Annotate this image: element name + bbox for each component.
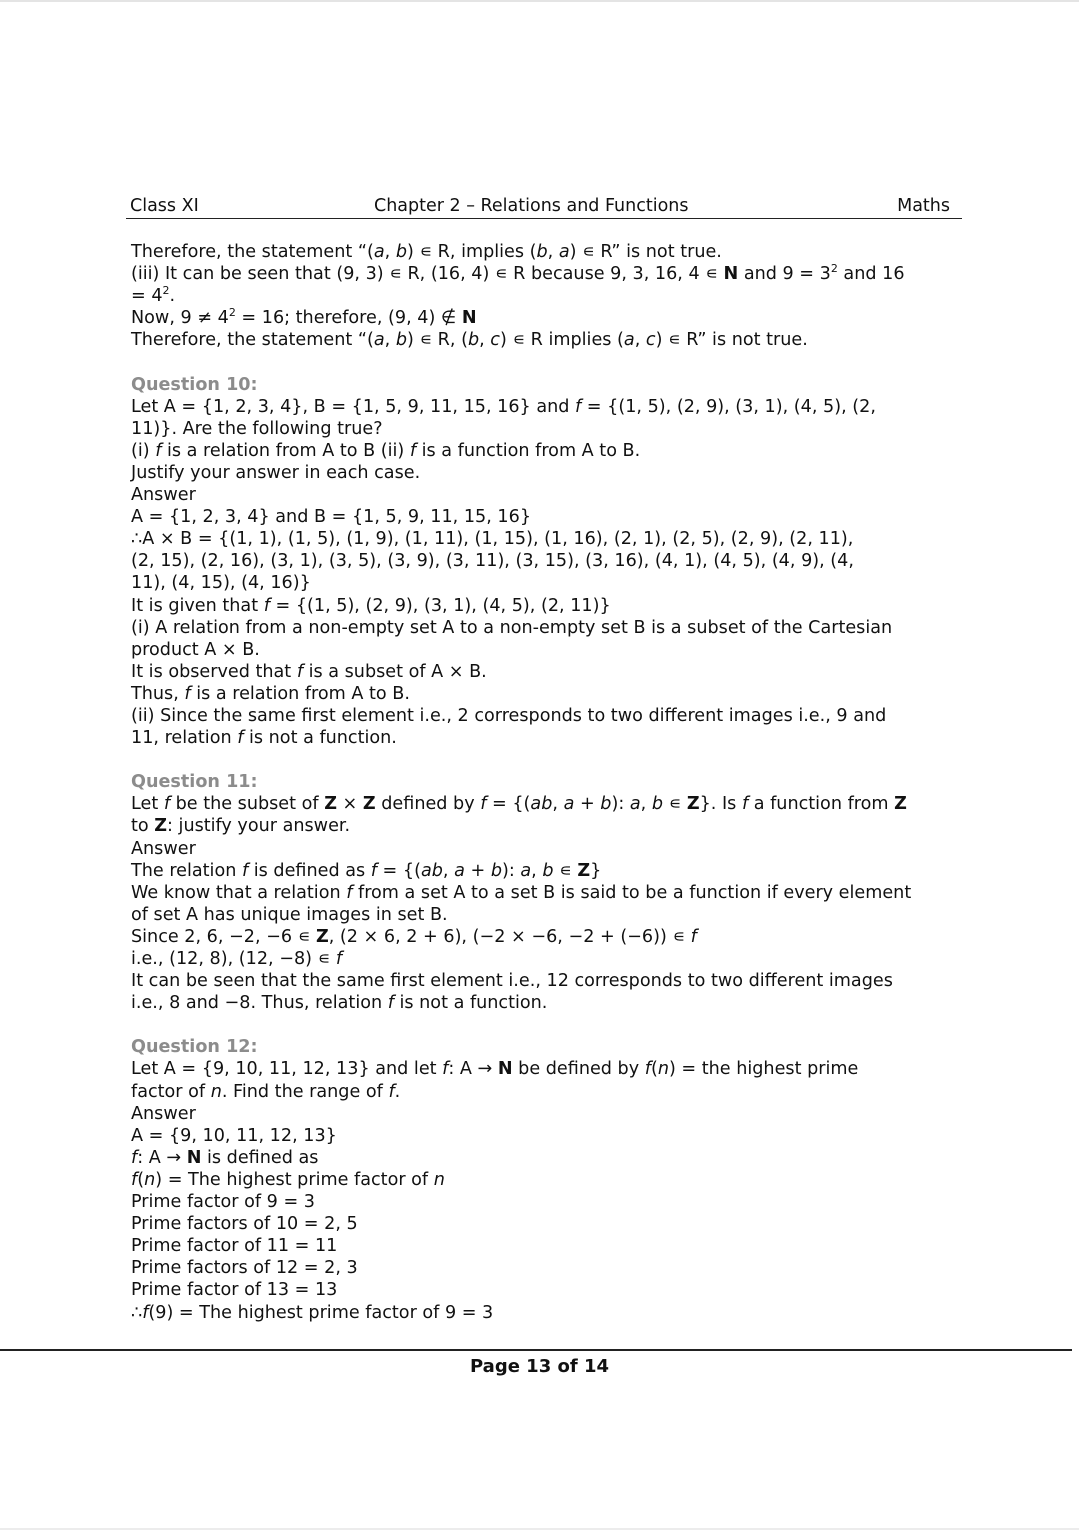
text-line: i.e., 8 and −8. Thus, relation f is not a function. [131,993,548,1014]
text-line: i.e., (12, 8), (12, −8) ∊ f [131,949,343,969]
text-line: Prime factor of 9 = 3 [131,1192,315,1213]
text-line: Prime factors of 12 = 2, 3 [131,1258,358,1279]
question-12-title: Question 12: [131,1037,258,1058]
text-line: Therefore, the statement “(a, b) ∊ R, implies (b, a) ∊ R” is not true. [131,242,722,262]
answer-label: Answer [131,838,196,859]
text-line: Let A = {9, 10, 11, 12, 13} and let f: A → N be defined by f(n) = the highest prime [131,1059,859,1080]
text-line: Now, $9 \ne 4^2 = 16$; therefore, (9, 4) ∉ N [131,306,477,329]
text-line: Thus, f is a relation from A to B. [131,683,410,704]
answer-label: Answer [131,485,196,506]
text-line: We know that a relation f from a set A to a set B is said to be a function if every element [131,882,912,903]
text-line: ∴f(9) = The highest prime factor of 9 = 3 [131,1302,494,1323]
footer-divider [0,1349,1072,1351]
text-line: Since 2, 6, −2, −6 ∊ Z, (2 × 6, 2 + 6), (−2 × −6, −2 + (−6)) ∊ f [131,926,697,947]
text-line: (ii) Since the same first element i.e., 2 corresponds to two different images i.e., 9 and [131,705,887,726]
text-line: 11)}. Are the following true? [131,418,383,439]
text-line: ∴A × B = {(1, 1), (1, 5), (1, 9), (1, 11), (1, 15), (1, 16), (2, 1), (2, 5), (2, 9), (2, 11), [131,529,854,550]
text-line: 11, relation f is not a function. [131,728,397,749]
text-line: (iii) It can be seen that (9, 3) ∊ R, (16, 4) ∊ R because 9, 3, 16, 4 ∊ N and $9 = 3^2$ and 16 [131,262,905,285]
text-line: factor of n. Find the range of f. [131,1081,401,1102]
text-line: to Z: justify your answer. [131,816,351,837]
text-line: Prime factor of 11 = 11 [131,1236,338,1257]
text-line: (i) f is a relation from A to B (ii) f is a function from A to B. [131,440,641,461]
page-content [131,241,961,1324]
text-line: Let A = {1, 2, 3, 4}, B = {1, 5, 9, 11, 15, 16} and f = {(1, 5), (2, 9), (3, 1), (4, 5), (2, [131,396,876,417]
page-header [126,196,962,219]
question-10-title: Question 10: [131,374,258,395]
header-subject: Maths [897,196,950,216]
page-number: Page 13 of 14 [469,1356,610,1377]
text-line: f(n) = The highest prime factor of n [131,1169,445,1190]
text-line: f: A → N is defined as [131,1147,319,1168]
text-line: Justify your answer in each case. [131,462,421,483]
text-line: It is observed that f is a subset of A × B. [131,661,487,682]
text-line: It can be seen that the same first element i.e., 12 corresponds to two different images [131,971,893,992]
header-class: Class XI [130,196,199,216]
text-line: 11), (4, 15), (4, 16)} [131,573,311,594]
answer-label: Answer [131,1103,196,1124]
header-chapter: Chapter 2 – Relations and Functions [374,196,689,216]
text-line: Let f be the subset of Z × Z defined by f = {(ab, a + b): a, b ∊ Z}. Is f a function from Z [131,794,907,815]
text-line: The relation f is defined as f = {(ab, a + b): a, b ∊ Z} [131,860,602,881]
page-bottom-border [0,1528,1079,1530]
text-line: product A × B. [131,639,260,660]
text-line: Therefore, the statement “(a, b) ∊ R, (b, c) ∊ R implies (a, c) ∊ R” is not true. [131,330,808,351]
text-line: Prime factor of 13 = 13 [131,1280,338,1301]
question-11-title: Question 11: [131,772,258,793]
text-line: It is given that f = {(1, 5), (2, 9), (3, 1), (4, 5), (2, 11)} [131,595,611,616]
text-line: A = {9, 10, 11, 12, 13} [131,1125,337,1146]
text-line: (2, 15), (2, 16), (3, 1), (3, 5), (3, 9), (3, 11), (3, 15), (3, 16), (4, 1), (4, 5), (4, 9), (4, [131,551,854,572]
text-line: A = {1, 2, 3, 4} and B = {1, 5, 9, 11, 15, 16} [131,507,532,528]
text-line: of set A has unique images in set B. [131,904,448,925]
text-line: (i) A relation from a non-empty set A to a non-empty set B is a subset of the Cartesian [131,617,893,638]
text-line: = $4^2$. [131,284,176,307]
page-top-border [0,0,1079,2]
text-line: Prime factors of 10 = 2, 5 [131,1214,358,1235]
